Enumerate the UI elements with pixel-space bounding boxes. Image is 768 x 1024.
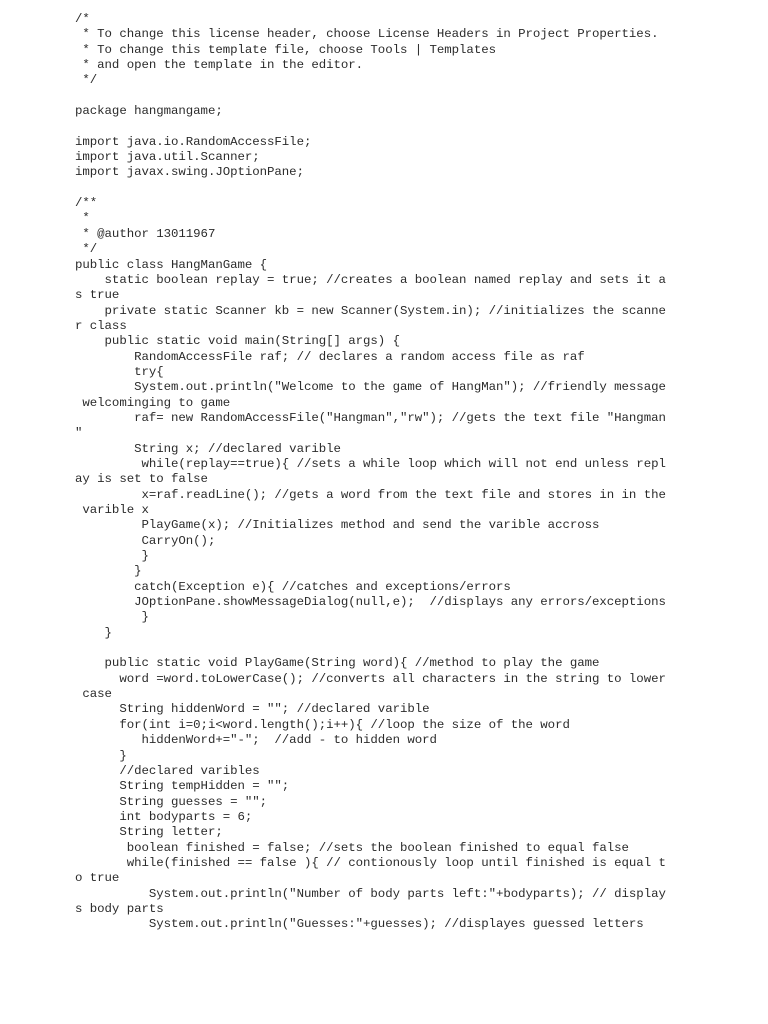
code-line	[75, 89, 666, 104]
code-line: String tempHidden = "";	[75, 779, 290, 794]
code-line: import java.io.RandomAccessFile;	[75, 134, 312, 149]
code-line: }	[75, 625, 112, 640]
code-line: case	[75, 687, 112, 702]
code-line	[75, 119, 666, 134]
code-line: while(replay==true){ //sets a while loop which will not end unless repl	[75, 456, 666, 471]
code-line: try{	[75, 364, 164, 379]
code-line: * and open the template in the editor.	[75, 58, 364, 73]
code-line: * @author 13011967	[75, 226, 216, 241]
code-line: RandomAccessFile raf; // declares a random access file as raf	[75, 349, 585, 364]
code-line: }	[75, 610, 149, 625]
code-line: s true	[75, 288, 120, 303]
code-line: r class	[75, 318, 127, 333]
code-line: *	[75, 211, 90, 226]
code-line	[75, 181, 666, 196]
code-line: String guesses = "";	[75, 794, 268, 809]
code-line: System.out.println("Number of body parts left:"+bodyparts); // display	[75, 886, 666, 901]
code-listing	[75, 12, 666, 933]
code-line: */	[75, 242, 98, 257]
code-line: public class HangManGame {	[75, 257, 268, 272]
code-line: String hiddenWord = ""; //declared varible	[75, 702, 430, 717]
code-line: public static void main(String[] args) {	[75, 334, 400, 349]
code-line: static boolean replay = true; //creates a boolean named replay and sets it a	[75, 272, 666, 287]
code-line: }	[75, 549, 149, 564]
code-line: import java.util.Scanner;	[75, 150, 260, 165]
code-line: /**	[75, 196, 98, 211]
code-line: package hangmangame;	[75, 104, 223, 119]
code-line: * To change this template file, choose Tools | Templates	[75, 42, 496, 57]
code-line: */	[75, 73, 98, 88]
code-line: ay is set to false	[75, 472, 208, 487]
code-line: }	[75, 748, 127, 763]
code-line: String x; //declared varible	[75, 441, 341, 456]
code-line: * To change this license header, choose License Headers in Project Properties.	[75, 27, 659, 42]
code-line	[75, 641, 666, 656]
code-line: CarryOn();	[75, 533, 216, 548]
code-line: private static Scanner kb = new Scanner(System.in); //initializes the scanne	[75, 303, 666, 318]
code-line: s body parts	[75, 901, 164, 916]
code-line: raf= new RandomAccessFile("Hangman","rw"); //gets the text file "Hangman	[75, 410, 666, 425]
code-line: System.out.println("Welcome to the game of HangMan"); //friendly message	[75, 380, 666, 395]
code-line: /*	[75, 12, 90, 26]
code-line: "	[75, 426, 83, 441]
code-line: //declared varibles	[75, 763, 260, 778]
code-line: }	[75, 564, 142, 579]
code-line: hiddenWord+="-"; //add - to hidden word	[75, 733, 437, 748]
code-line: varible x	[75, 503, 149, 517]
code-line: public static void PlayGame(String word){ //method to play the game	[75, 656, 600, 671]
code-line: welcominging to game	[75, 395, 231, 410]
code-line: word =word.toLowerCase(); //converts all characters in the string to lower	[75, 671, 666, 686]
code-line: System.out.println("Guesses:"+guesses); //displayes guessed letters	[75, 917, 644, 932]
code-line: x=raf.readLine(); //gets a word from the text file and stores in in the	[75, 487, 666, 502]
code-line: PlayGame(x); //Initializes method and send the varible accross	[75, 518, 600, 533]
code-line: for(int i=0;i<word.length();i++){ //loop the size of the word	[75, 717, 570, 732]
code-line: import javax.swing.JOptionPane;	[75, 165, 304, 180]
code-line: JOptionPane.showMessageDialog(null,e); //displays any errors/exceptions	[75, 595, 666, 610]
code-line: while(finished == false ){ // contionously loop until finished is equal t	[75, 855, 666, 870]
code-line: String letter;	[75, 825, 223, 840]
code-line: catch(Exception e){ //catches and exceptions/errors	[75, 579, 511, 594]
code-line: boolean finished = false; //sets the boolean finished to equal false	[75, 840, 629, 855]
code-line: int bodyparts = 6;	[75, 809, 253, 824]
code-line: o true	[75, 871, 120, 886]
